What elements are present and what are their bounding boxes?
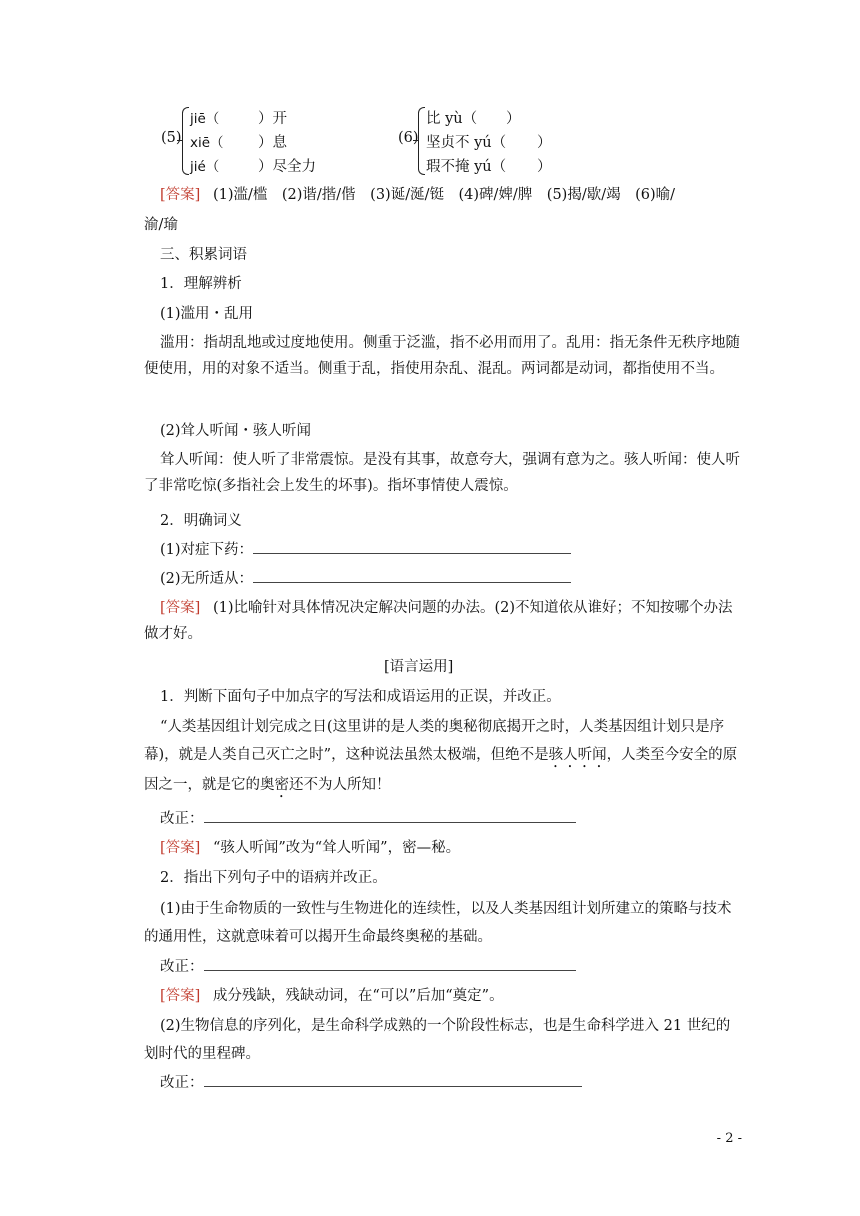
dotted-character: 密 [274,777,289,793]
lang-question1-part1: “人类基因组计划完成之日(这里讲的是人类的奥秘彻底揭开之时，人类基因组计划只是序幕)，就是人类自己灭亡之时”，这种说法虽然太极端，但绝不是 [144,719,725,763]
answer2 [144,595,740,647]
lang-answer2 [160,985,504,1007]
group5-brace-tip [177,140,182,141]
lang-question1-part2: ，人类至今安全的原因之一，就是它的奥 [144,747,738,793]
sub2-title: 2．明确词义 [160,513,242,529]
group6-row3-blank: ） [537,159,552,175]
answer-tag: [答案] [160,600,201,616]
pair1-title: (1)滥用・乱用 [160,306,254,322]
group6-brace-tip [413,140,418,141]
group6-row2-blank: ） [537,135,552,151]
fix-line-3 [160,1072,582,1094]
group5-label: (5) [161,130,182,146]
group5-brace [182,107,189,175]
answer1-text: (1)滥/槛 (2)谐/揩/偕 (3)诞/涎/铤 (4)碑/婢/脾 (5)揭/歇/竭 (6)喻/ [212,187,676,203]
answer-tag: [答案] [160,840,201,856]
lang-question2-sentence2: (2)生物信息的序列化，是生命科学成熟的一个阶段性标志，也是生命科学进入 21 世纪的划时代的里程碑。 [144,1018,731,1062]
group6-brace [418,107,425,175]
group6-row3-text: 瑕不掩 yú（ [426,159,507,175]
lang-question1-title: 1．判断下面句子中加点字的写法和成语运用的正误，并改正。 [160,689,561,705]
group6-row1-blank: ） [506,111,521,127]
language-section-title: [语言运用] [384,659,454,675]
group5-row2-blank: ）息 [258,135,287,151]
lang-question2-sentence1: (1)由于生命物质的一致性与生物进化的连续性，以及人类基因组计划所建立的策略与技术的通用性，这就意味着可以揭开生命最终奥秘的基础。 [144,901,732,945]
answer1-line1 [160,184,675,206]
answer-blank [253,569,571,583]
lang-question1-paragraph [144,713,740,801]
pair1-text: 滥用：指胡乱地或过度地使用。侧重于泛滥，指不必用而用了。乱用：指无条件无秩序地随便使用，用的对象不适当。侧重于乱，指使用杂乱、混乱。两词都是动词，都指使用不当。 [144,335,740,377]
answer-blank [204,1073,582,1087]
pair2-text: 耸人听闻：使人听了非常震惊。是没有其事，故意夸大，强调有意为之。骇人听闻：使人听了非常吃惊(多指社会上发生的坏事)。指坏事情使人震惊。 [144,452,740,494]
answer-blank [253,540,571,554]
question1-label: (1)对症下药： [160,542,254,558]
answer2-text: (1)比喻针对具体情况决定解决问题的办法。(2)不知道依从谁好；不知按哪个办法做才好。 [144,600,733,642]
answer-tag: [答案] [160,988,201,1004]
fix-label: 改正： [160,811,204,827]
question2-label: (2)无所适从： [160,571,254,587]
answer-blank [204,809,576,823]
fix-label: 改正： [160,959,204,975]
lang-answer2-text: 成分残缺，残缺动词，在“可以”后加“奠定”。 [212,988,504,1004]
lang-question1-part3: 还不为人所知！ [289,777,391,793]
group5-row1-pinyin: jiē（ [190,111,220,127]
pair2-title: (2)耸人听闻・骇人听闻 [160,423,312,439]
question2 [160,568,571,590]
group5-row2-pinyin: xiē（ [190,135,224,151]
fix-label: 改正： [160,1075,204,1091]
lang-answer1 [160,837,460,859]
group5-row3-pinyin: jié（ [190,159,220,175]
lang-question2-title: 2．指出下列句子中的语病并改正。 [160,870,387,886]
question1 [160,539,571,561]
answer1-line2: 渝/瑜 [144,217,178,233]
group5-row1-blank: ）开 [258,111,287,127]
fix-line-2 [160,956,576,978]
dotted-idiom: 骇人听闻 [548,747,607,763]
group6-label: (6) [398,130,419,146]
group5-row3-blank: ）尽全力 [258,159,316,175]
group6-row1-text: 比 yù（ [426,111,478,127]
answer-tag: [答案] [160,187,201,203]
lang-answer1-text: “骇人听闻”改为“耸人听闻”，密—秘。 [212,840,461,856]
sub1-title: 1．理解辨析 [160,276,242,292]
page-number: - 2 - [716,1131,742,1146]
answer-blank [204,957,576,971]
section3-title: 三、积累词语 [160,247,247,263]
group6-row2-text: 坚贞不 yú（ [426,135,507,151]
fix-line-1 [160,808,576,830]
